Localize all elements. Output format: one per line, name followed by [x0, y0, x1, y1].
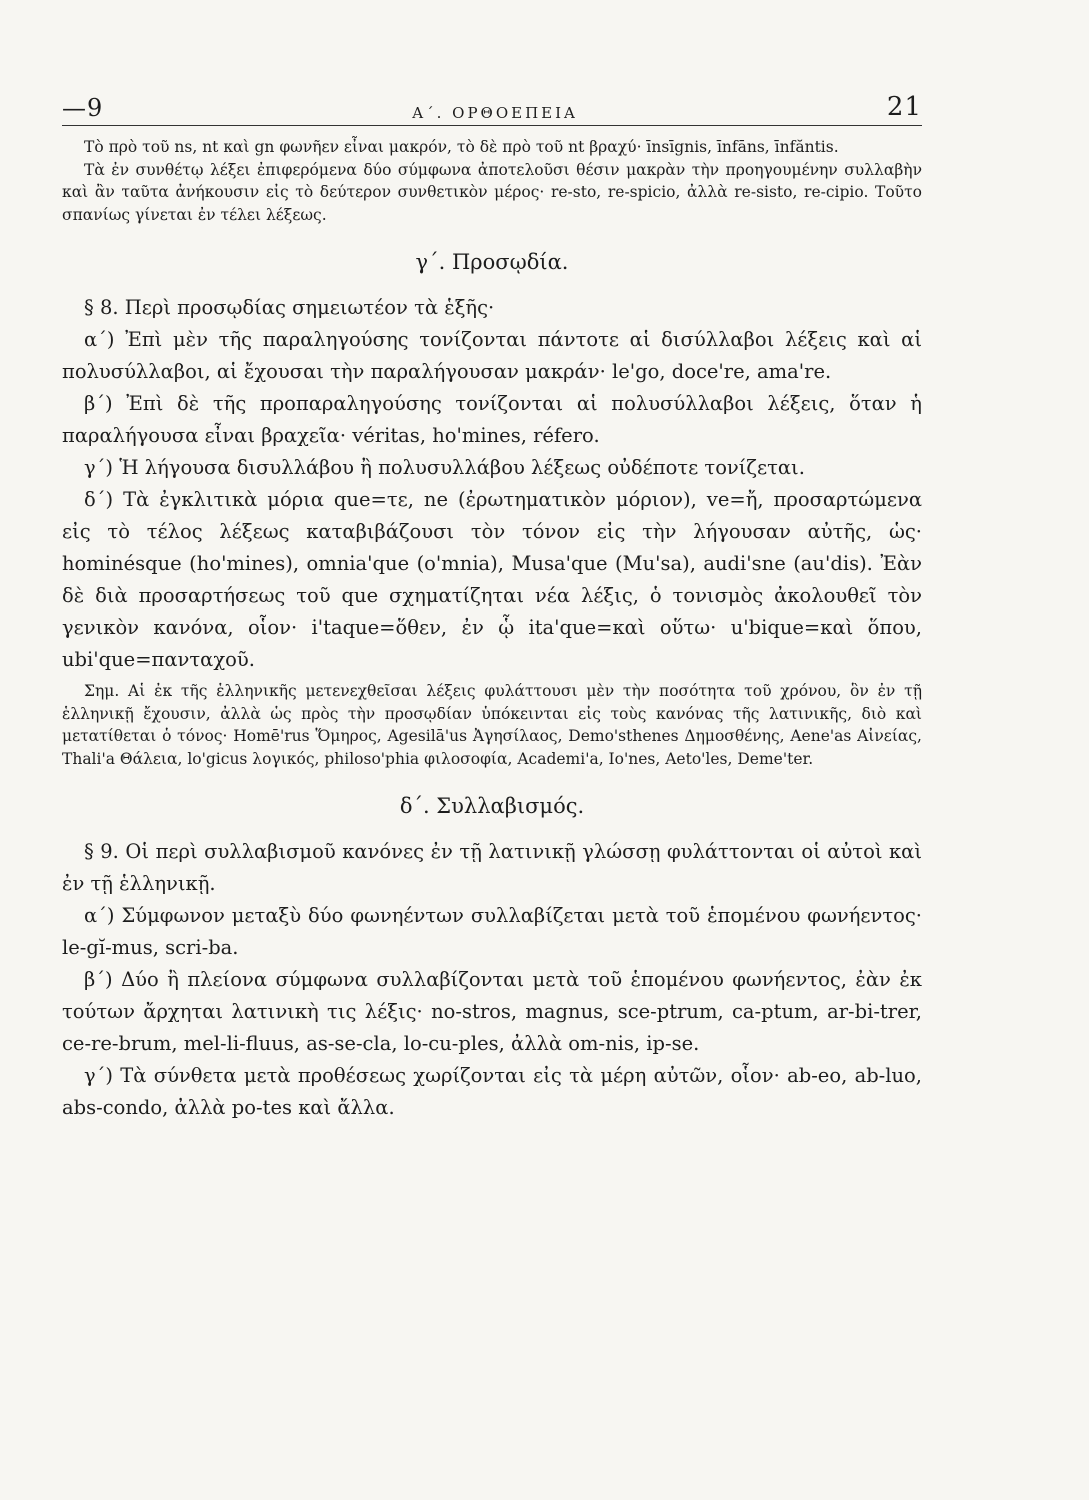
folio-mark: —9	[62, 94, 104, 122]
rule-alpha: α΄) Ἐπὶ μὲν τῆς παραληγούσης τονίζονται πάντοτε αἱ δισύλλαβοι λέξεις καὶ αἱ πολυσύλλαβοι, αἱ ἔχουσαι τὴν παραλήγουσαν μακράν· le'go, doce're, ama're.	[62, 328, 922, 383]
book-page	[62, 92, 922, 1124]
section-heading-syllabification: δ΄. Συλλαβισμός.	[399, 794, 585, 818]
running-header	[62, 92, 922, 126]
paragraph-9: § 9. Οἱ περὶ συλλαβισμοῦ κανόνες ἐν τῇ λατινικῇ γλώσσῃ φυλάττονται οἱ αὐτοὶ καὶ ἐν τῇ ἑλληνικῇ.	[62, 840, 922, 895]
rule-alpha: α΄) Σύμφωνον μεταξὺ δύο φωνηέντων συλλαβίζεται μετὰ τοῦ ἑπομένου φωνήεντος· le-gĭ-mus, scri-ba.	[62, 904, 922, 959]
page-number: 21	[886, 92, 922, 122]
intro-paragraph: Τὰ ἐν συνθέτῳ λέξει ἐπιφερόμενα δύο σύμφωνα ἀποτελοῦσι θέσιν μακρὰν τὴν προηγουμένην συλλαβὴν καὶ ἂν ταῦτα ἀνήκουσιν εἰς τὸ δεύτερον συνθετικὸν μέρος· re-sto, re-spicio, ἀλλὰ re-sisto, re-cipio. Τοῦτο σπανίως γίνεται ἐν τέλει λέξεως.	[62, 160, 922, 224]
intro-paragraph: Τὸ πρὸ τοῦ ns, nt καὶ gn φωνῆεν εἶναι μακρόν, τὸ δὲ πρὸ τοῦ nt βραχύ· īnsīgnis, īnfāns, īnfăntis.	[84, 138, 839, 156]
rule-beta: β΄) Δύο ἢ πλείονα σύμφωνα συλλαβίζονται μετὰ τοῦ ἑπομένου φωνήεντος, ἐὰν ἐκ τούτων ἄρχηται λατινικὴ τις λέξις· no-stros, magnus, sce-ptrum, ca-ptum, ar-bi-trer, ce-re-brum, mel-li-fluus, as-se-cla, lo-cu-ples, ἀλλὰ om-nis, ip-se.	[62, 968, 922, 1055]
rule-delta: δ΄) Τὰ ἐγκλιτικὰ μόρια que=τε, ne (ἐρωτηματικὸν μόριον), ve=ἤ, προσαρτώμενα εἰς τὸ τέλος λέξεως καταβιβάζουσι τὸν τόνον εἰς τὴν λήγουσαν αὐτῆς, ὡς· hominésque (ho'mines), omnia'que (o'mnia), Musa'que (Mu'sa), audi'sne (au'dis). Ἐὰν δὲ διὰ προσαρτήσεως τοῦ que σχηματίζηται νέα λέξις, ὁ τονισμὸς ἀκολουθεῖ τὸν γενικὸν κανόνα, οἷον· i'taque=ὅθεν, ἐν ᾧ ita'que=καὶ οὕτω· u'bique=καὶ ὅπου, ubi'que=πανταχοῦ.	[62, 488, 922, 671]
paragraph-8: § 8. Περὶ προσῳδίας σημειωτέον τὰ ἑξῆς·	[84, 296, 495, 319]
rule-beta: β΄) Ἐπὶ δὲ τῆς προπαραληγούσης τονίζονται αἱ πολυσύλλαβοι λέξεις, ὅταν ἡ παραλήγουσα εἶναι βραχεῖα· véritas, ho'mines, réfero.	[62, 392, 922, 447]
running-title: Α΄. ΟΡΘΟΕΠΕΙΑ	[412, 104, 578, 122]
rule-gamma: γ΄) Ἡ λήγουσα δισυλλάβου ἢ πολυσυλλάβου λέξεως οὐδέποτε τονίζεται.	[84, 456, 805, 479]
rule-gamma: γ΄) Τὰ σύνθετα μετὰ προθέσεως χωρίζονται εἰς τὰ μέρη αὐτῶν, οἷον· ab-eo, ab-luo, abs-condo, ἀλλὰ po-tes καὶ ἄλλα.	[62, 1064, 922, 1119]
section-heading-prosody: γ΄. Προσῳδία.	[415, 250, 569, 274]
note-paragraph: Σημ. Αἱ ἐκ τῆς ἑλληνικῆς μετενεχθεῖσαι λέξεις φυλάττουσι μὲν τὴν ποσότητα τοῦ χρόνου, ὃν ἐν τῇ ἑλληνικῇ ἔχουσιν, ἀλλὰ ὡς πρὸς τὴν προσῳδίαν ὑπόκεινται εἰς τοὺς κανόνας τῆς λατινικῆς, διὸ καὶ μετατίθεται ὁ τόνος· Homē'rus Ὅμηρος, Agesilā'us Ἀγησίλαος, Demo'sthenes Δημοσθένης, Aene'as Αἰνείας, Thali'a Θάλεια, lo'gicus λογικός, philoso'phia φιλοσοφία, Academi'a, Io'nes, Aeto'les, Deme'ter.	[62, 682, 922, 768]
